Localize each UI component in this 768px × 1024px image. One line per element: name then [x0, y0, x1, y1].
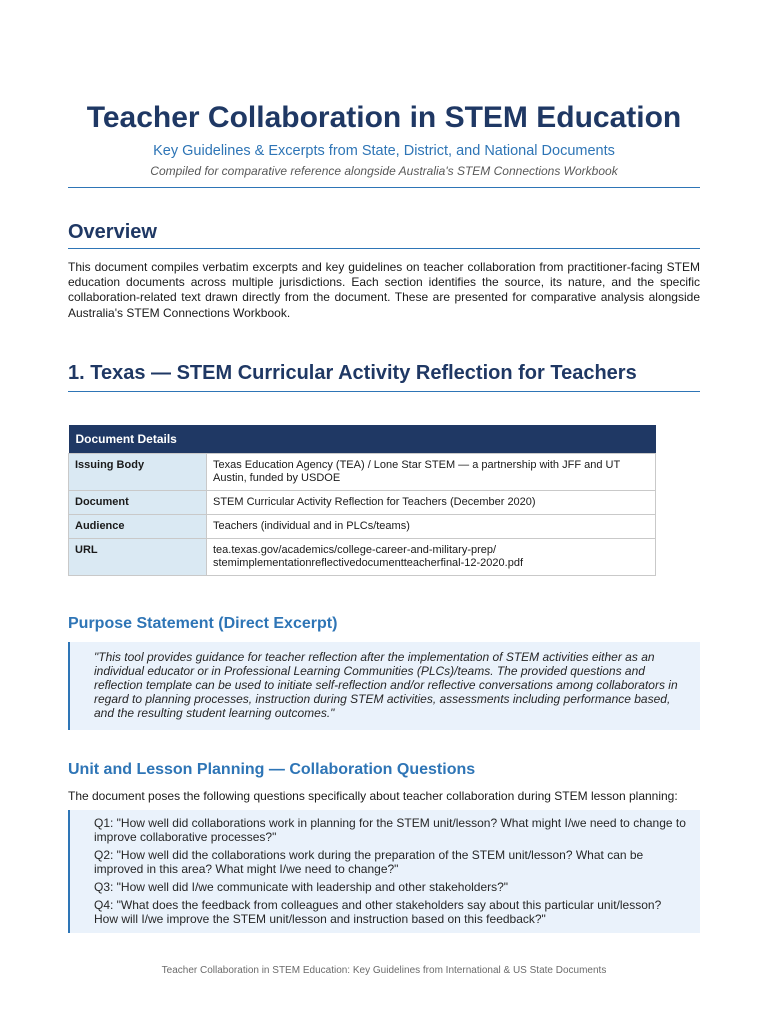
- planning-intro: The document poses the following questions specifically about teacher collaboration during STEM lesson planning:: [68, 788, 678, 803]
- table-row: [69, 490, 656, 514]
- row-value-audience: Teachers (individual and in PLCs/teams): [207, 514, 656, 538]
- page-footer: Teacher Collaboration in STEM Education: Key Guidelines from International & US State Documents: [161, 965, 607, 976]
- table-row: [69, 453, 656, 490]
- section-1-heading: 1. Texas — STEM Curricular Activity Reflection for Teachers: [68, 361, 700, 392]
- compiled-note: Compiled for comparative reference alongside Australia's STEM Connections Workbook: [150, 164, 618, 178]
- purpose-heading: Purpose Statement (Direct Excerpt): [68, 614, 338, 632]
- collaboration-questions: [68, 810, 700, 933]
- details-table-header: Document Details: [69, 425, 656, 454]
- row-value-document: STEM Curricular Activity Reflection for Teachers (December 2020): [207, 490, 656, 514]
- row-label-document: Document: [69, 490, 207, 514]
- row-label-url: URL: [69, 538, 207, 575]
- purpose-quote: "This tool provides guidance for teacher reflection after the implementation of STEM activities either as an individual educator or in Professional Learning Communities (PLCs)/teams. The provided questions and reflection template can be used to initiate self-reflection and/or reflective conversations among collaborators in regard to planning processes, instruction during STEM activities, assessments including performance based, and the resulting student learning outcomes.": [68, 642, 700, 730]
- planning-heading: Unit and Lesson Planning — Collaboration Questions: [68, 760, 476, 778]
- title-divider: [68, 187, 700, 188]
- row-value-url: tea.texas.gov/academics/college-career-and-military-prep/ stemimplementationreflectivedocumentteacherfinal-12-2020.pdf: [207, 538, 656, 575]
- table-row: [69, 538, 656, 575]
- row-label-issuing-body: Issuing Body: [69, 453, 207, 490]
- document-subtitle: Key Guidelines & Excerpts from State, District, and National Documents: [153, 143, 615, 159]
- overview-paragraph: This document compiles verbatim excerpts and key guidelines on teacher collaboration from practitioner-facing STEM education documents across multiple jurisdictions. Each section identifies the source, its nature, and the specific collaboration-related text drawn directly from the document. These are presented for comparative analysis alongside Australia's STEM Connections Workbook.: [68, 260, 700, 320]
- row-label-audience: Audience: [69, 514, 207, 538]
- table-row: [69, 514, 656, 538]
- document-details-table: [68, 425, 656, 576]
- question-item: Q1: "How well did collaborations work in planning for the STEM unit/lesson? What might I/we need to change to improve collaborative processes?": [94, 816, 686, 845]
- question-item: Q2: "How well did the collaborations work during the preparation of the STEM unit/lesson? What can be improved in this area? What might I/we need to change?": [94, 848, 644, 877]
- question-item: Q3: "How well did I/we communicate with leadership and other stakeholders?": [94, 880, 509, 895]
- page-content: [68, 0, 700, 933]
- question-item: Q4: "What does the feedback from colleagues and other stakeholders say about this particular unit/lesson? How will I/we improve the STEM unit/lesson and instruction based on this feedback?": [94, 898, 662, 927]
- document-title: Teacher Collaboration in STEM Education: [86, 101, 682, 134]
- row-value-issuing-body: Texas Education Agency (TEA) / Lone Star STEM — a partnership with JFF and UT Austin, funded by USDOE: [207, 453, 656, 490]
- overview-heading: Overview: [68, 220, 700, 249]
